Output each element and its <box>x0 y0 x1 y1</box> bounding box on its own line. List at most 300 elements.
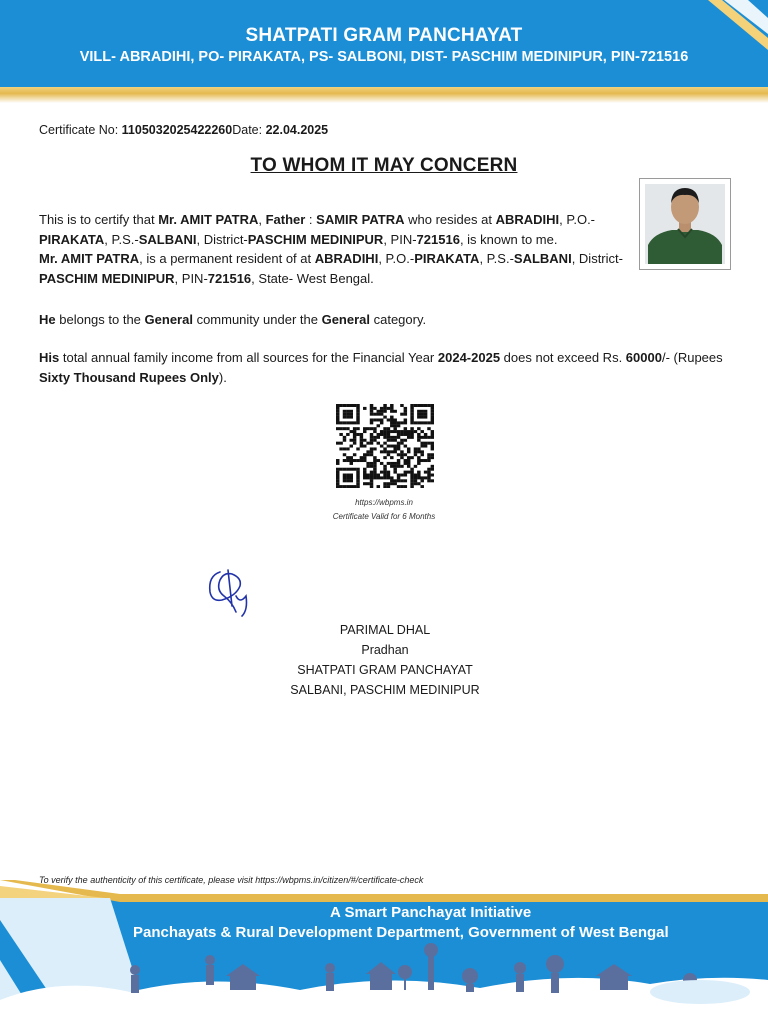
qr-module <box>404 453 407 456</box>
qr-module <box>373 407 376 410</box>
certificate-date-label: Date: <box>232 123 266 137</box>
qr-module <box>343 410 346 413</box>
qr-module <box>407 459 410 462</box>
qr-module <box>410 479 413 482</box>
qr-module <box>410 433 413 436</box>
pradhan-signature <box>206 566 256 618</box>
qr-module <box>370 442 373 445</box>
qr-module <box>427 476 430 479</box>
qr-module <box>390 416 393 419</box>
qr-module <box>356 413 359 416</box>
qr-module <box>339 468 342 471</box>
qr-module <box>346 433 349 436</box>
qr-module <box>343 447 346 450</box>
qr-module <box>353 459 356 462</box>
qr-module <box>420 445 423 448</box>
qr-module <box>417 462 420 465</box>
qr-module <box>380 471 383 474</box>
qr-module <box>390 482 393 485</box>
qr-module <box>356 474 359 477</box>
qr-module <box>350 474 353 477</box>
qr-module <box>353 421 356 424</box>
qr-module <box>404 413 407 416</box>
qr-module <box>410 404 413 407</box>
qr-module <box>387 407 390 410</box>
qr-module <box>427 479 430 482</box>
qr-module <box>387 471 390 474</box>
qr-module <box>370 485 373 488</box>
qr-module <box>387 453 390 456</box>
qr-module <box>383 474 386 477</box>
qr-module <box>343 427 346 430</box>
qr-module <box>420 413 423 416</box>
qr-module <box>410 456 413 459</box>
qr-module <box>336 476 339 479</box>
qr-module <box>387 462 390 465</box>
qr-module <box>380 421 383 424</box>
qr-module <box>427 436 430 439</box>
qr-module <box>410 436 413 439</box>
qr-module <box>346 476 349 479</box>
qr-module <box>380 462 383 465</box>
qr-module <box>393 447 396 450</box>
qr-module <box>410 474 413 477</box>
qr-module <box>346 459 349 462</box>
qr-module <box>370 410 373 413</box>
qr-module <box>431 442 434 445</box>
qr-module <box>404 430 407 433</box>
qr-module <box>424 410 427 413</box>
qr-module <box>346 416 349 419</box>
qr-module <box>360 456 363 459</box>
qr-module <box>370 450 373 453</box>
qr-module <box>377 459 380 462</box>
qr-module <box>383 442 386 445</box>
qr-module <box>400 453 403 456</box>
qr-module <box>366 482 369 485</box>
qr-module <box>383 471 386 474</box>
qr-module <box>387 430 390 433</box>
qr-module <box>431 421 434 424</box>
qr-module <box>393 482 396 485</box>
qr-module <box>404 427 407 430</box>
qr-module <box>424 404 427 407</box>
qr-module <box>414 421 417 424</box>
qr-module <box>387 439 390 442</box>
income-in-words: Sixty Thousand Rupees Only <box>39 369 219 385</box>
post-office: PIRAKATA <box>414 251 480 266</box>
qr-module <box>431 407 434 410</box>
person-photo-icon <box>640 179 730 269</box>
qr-module <box>400 442 403 445</box>
qr-module <box>373 476 376 479</box>
qr-module <box>336 474 339 477</box>
qr-module <box>390 476 393 479</box>
qr-module <box>336 421 339 424</box>
qr-module <box>404 474 407 477</box>
qr-module <box>397 476 400 479</box>
qr-module <box>383 404 386 407</box>
qr-module <box>356 433 359 436</box>
qr-module <box>353 485 356 488</box>
qr-module <box>383 447 386 450</box>
qr-module <box>420 479 423 482</box>
qr-module <box>356 427 359 430</box>
qr-module <box>387 436 390 439</box>
qr-module <box>431 436 434 439</box>
qr-module <box>370 433 373 436</box>
qr-module <box>383 416 386 419</box>
qr-module <box>431 474 434 477</box>
qr-module <box>336 485 339 488</box>
qr-module <box>393 445 396 448</box>
qr-module <box>431 413 434 416</box>
qr-module <box>366 462 369 465</box>
qr-module <box>380 413 383 416</box>
qr-module <box>393 424 396 427</box>
qr-module <box>427 459 430 462</box>
qr-module <box>370 436 373 439</box>
qr-module <box>417 433 420 436</box>
qr-module <box>387 474 390 477</box>
qr-module <box>410 421 413 424</box>
qr-module <box>377 442 380 445</box>
qr-module <box>346 410 349 413</box>
qr-module <box>339 485 342 488</box>
qr-module <box>366 465 369 468</box>
text-fragment: belongs to the <box>55 312 145 327</box>
qr-module <box>343 416 346 419</box>
qr-module <box>410 482 413 485</box>
qr-module <box>339 421 342 424</box>
qr-module <box>390 404 393 407</box>
qr-module <box>387 418 390 421</box>
qr-module <box>410 416 413 419</box>
qr-module <box>373 413 376 416</box>
qr-module <box>363 459 366 462</box>
qr-module <box>366 450 369 453</box>
qr-module <box>350 404 353 407</box>
qr-module <box>370 479 373 482</box>
qr-module <box>346 413 349 416</box>
qr-module <box>373 474 376 477</box>
village-name: ABRADIHI <box>495 212 560 227</box>
qr-module <box>373 468 376 471</box>
qr-module <box>387 427 390 430</box>
qr-module <box>380 445 383 448</box>
qr-module <box>350 410 353 413</box>
qr-module <box>400 404 403 407</box>
text-fragment: , <box>258 212 266 227</box>
qr-module <box>339 427 342 430</box>
qr-module <box>431 447 434 450</box>
qr-module <box>404 471 407 474</box>
father-name: SAMIR PATRA <box>316 212 405 227</box>
qr-module <box>407 447 410 450</box>
qr-module <box>397 447 400 450</box>
qr-module <box>393 450 396 453</box>
qr-module <box>427 468 430 471</box>
qr-module <box>356 410 359 413</box>
qr-module <box>404 407 407 410</box>
qr-module <box>353 439 356 442</box>
applicant-name: Mr. AMIT PATRA <box>39 251 140 266</box>
qr-module <box>407 471 410 474</box>
qr-module <box>336 407 339 410</box>
qr-module <box>404 421 407 424</box>
qr-module <box>420 421 423 424</box>
qr-module <box>353 433 356 436</box>
qr-module <box>339 442 342 445</box>
qr-module <box>420 436 423 439</box>
qr-module <box>336 459 339 462</box>
qr-module <box>397 474 400 477</box>
qr-module <box>417 450 420 453</box>
text-fragment: , PIN- <box>174 270 208 286</box>
qr-module <box>370 418 373 421</box>
village-name: ABRADIHI <box>314 251 379 266</box>
qr-module <box>410 413 413 416</box>
qr-module <box>346 404 349 407</box>
qr-module <box>343 459 346 462</box>
qr-module <box>390 407 393 410</box>
signatory-name: PARIMAL DHAL <box>339 623 431 637</box>
header-banner <box>0 0 768 88</box>
qr-module <box>431 404 434 407</box>
qr-module <box>336 427 339 430</box>
qr-module <box>397 436 400 439</box>
qr-module <box>387 433 390 436</box>
qr-module <box>373 462 376 465</box>
qr-module <box>343 436 346 439</box>
qr-module <box>350 479 353 482</box>
qr-module <box>390 462 393 465</box>
qr-module <box>390 450 393 453</box>
qr-module <box>356 479 359 482</box>
qr-module <box>373 465 376 468</box>
qr-module <box>393 462 396 465</box>
qr-module <box>404 485 407 488</box>
footer-initiative: A Smart Panchayat Initiative <box>330 904 532 921</box>
qr-module <box>414 450 417 453</box>
qr-module <box>390 430 393 433</box>
qr-module <box>431 433 434 436</box>
qr-module <box>343 479 346 482</box>
qr-module <box>431 418 434 421</box>
qr-module <box>373 439 376 442</box>
qr-module <box>400 430 403 433</box>
qr-module <box>420 410 423 413</box>
qr-module <box>360 433 363 436</box>
text-fragment: , P.O.- <box>378 251 415 266</box>
applicant-name: Mr. AMIT PATRA <box>158 212 259 227</box>
qr-module <box>380 410 383 413</box>
qr-module <box>393 439 396 442</box>
qr-module <box>393 471 396 474</box>
certificate-number-label: Certificate No: <box>39 123 122 137</box>
panchayat-title: SHATPATI GRAM PANCHAYAT <box>245 25 523 46</box>
qr-module <box>383 430 386 433</box>
qr-code[interactable] <box>336 404 434 488</box>
qr-module <box>370 476 373 479</box>
text-fragment: community under the <box>192 312 322 327</box>
qr-module <box>383 410 386 413</box>
qr-module <box>417 482 420 485</box>
qr-module <box>370 427 373 430</box>
qr-module <box>431 465 434 468</box>
qr-module <box>393 430 396 433</box>
qr-module <box>397 465 400 468</box>
qr-module <box>336 442 339 445</box>
qr-module <box>377 476 380 479</box>
signatory-location: SALBANI, PASCHIM MEDINIPUR <box>290 683 480 697</box>
qr-module <box>343 439 346 442</box>
qr-module <box>353 436 356 439</box>
qr-module <box>393 427 396 430</box>
qr-module <box>407 430 410 433</box>
qr-module <box>350 485 353 488</box>
qr-module <box>424 445 427 448</box>
qr-module <box>431 468 434 471</box>
panchayat-address: VILL- ABRADIHI, PO- PIRAKATA, PS- SALBONI, DIST- PASCHIM MEDINIPUR, PIN-721516 <box>79 49 689 65</box>
qr-module <box>356 485 359 488</box>
certificate-heading: TO WHOM IT MAY CONCERN <box>250 155 518 176</box>
qr-module <box>390 421 393 424</box>
text-fragment: , State- West Bengal. <box>251 270 374 286</box>
certificate-number: 1105032025422260 <box>121 123 233 137</box>
qr-module <box>350 456 353 459</box>
qr-module <box>383 476 386 479</box>
text-fragment: ). <box>218 369 227 385</box>
qr-module <box>350 445 353 448</box>
qr-module <box>366 442 369 445</box>
qr-module <box>390 424 393 427</box>
qr-module <box>407 462 410 465</box>
qr-module <box>339 447 342 450</box>
qr-module <box>360 445 363 448</box>
qr-module <box>356 468 359 471</box>
qr-module <box>363 430 366 433</box>
income-paragraph <box>39 348 729 387</box>
qr-module <box>356 476 359 479</box>
qr-module <box>390 410 393 413</box>
qr-module <box>404 410 407 413</box>
qr-module <box>407 450 410 453</box>
pin-code: 721516 <box>207 270 252 286</box>
qr-module <box>336 482 339 485</box>
qr-module <box>383 407 386 410</box>
qr-module <box>373 436 376 439</box>
qr-module <box>363 476 366 479</box>
qr-module <box>404 433 407 436</box>
qr-module <box>383 450 386 453</box>
qr-module <box>410 476 413 479</box>
qr-module <box>397 445 400 448</box>
qr-module <box>377 418 380 421</box>
qr-module <box>407 465 410 468</box>
qr-module <box>404 445 407 448</box>
qr-module <box>350 462 353 465</box>
qr-module <box>377 474 380 477</box>
qr-module <box>363 468 366 471</box>
qr-module <box>373 456 376 459</box>
text-fragment: : <box>305 212 317 227</box>
qr-module <box>370 439 373 442</box>
qr-module <box>350 421 353 424</box>
qr-module <box>383 485 386 488</box>
text-fragment: This is to certify that <box>39 212 159 227</box>
qr-module <box>336 479 339 482</box>
text-fragment: does not exceed Rs. <box>500 350 626 365</box>
qr-module <box>431 453 434 456</box>
text-fragment: who resides at <box>404 212 496 227</box>
qr-module <box>397 442 400 445</box>
qr-module <box>417 456 420 459</box>
text-fragment: , District- <box>196 231 248 247</box>
qr-module <box>427 453 430 456</box>
qr-module <box>383 482 386 485</box>
qr-module <box>410 471 413 474</box>
qr-module <box>370 471 373 474</box>
qr-module <box>360 439 363 442</box>
qr-module <box>417 447 420 450</box>
qr-module <box>356 482 359 485</box>
qr-module <box>424 476 427 479</box>
text-fragment: , is known to me. <box>459 231 558 247</box>
qr-module <box>400 433 403 436</box>
qr-module <box>343 485 346 488</box>
qr-module <box>397 462 400 465</box>
qr-module <box>400 413 403 416</box>
text-fragment: , P.O.- <box>559 212 596 227</box>
qr-module <box>350 468 353 471</box>
verification-note[interactable]: To verify the authenticity of this certificate, please visit https://wbpms.in/citizen/#/certificate-check <box>39 875 424 885</box>
qr-module <box>397 433 400 436</box>
qr-module <box>417 404 420 407</box>
qr-module <box>397 479 400 482</box>
qr-module <box>410 427 413 430</box>
qr-module <box>424 413 427 416</box>
qr-module <box>400 465 403 468</box>
qr-module <box>350 413 353 416</box>
qr-module <box>420 453 423 456</box>
qr-module <box>353 442 356 445</box>
qr-module <box>336 418 339 421</box>
qr-module <box>377 433 380 436</box>
text-fragment: total annual family income from all sources for the Financial Year <box>59 350 438 365</box>
qr-module <box>343 421 346 424</box>
qr-module <box>366 476 369 479</box>
qr-module <box>350 476 353 479</box>
qr-module <box>424 459 427 462</box>
qr-module <box>390 439 393 442</box>
qr-module <box>380 407 383 410</box>
qr-module <box>414 453 417 456</box>
pronoun: He <box>39 312 56 327</box>
qr-module <box>404 439 407 442</box>
qr-module <box>414 476 417 479</box>
qr-module <box>353 427 356 430</box>
qr-module <box>370 453 373 456</box>
qr-module <box>373 430 376 433</box>
qr-module <box>420 476 423 479</box>
qr-module <box>390 479 393 482</box>
qr-module <box>417 416 420 419</box>
qr-module <box>431 416 434 419</box>
qr-module <box>360 436 363 439</box>
qr-module <box>424 421 427 424</box>
qr-module <box>424 436 427 439</box>
